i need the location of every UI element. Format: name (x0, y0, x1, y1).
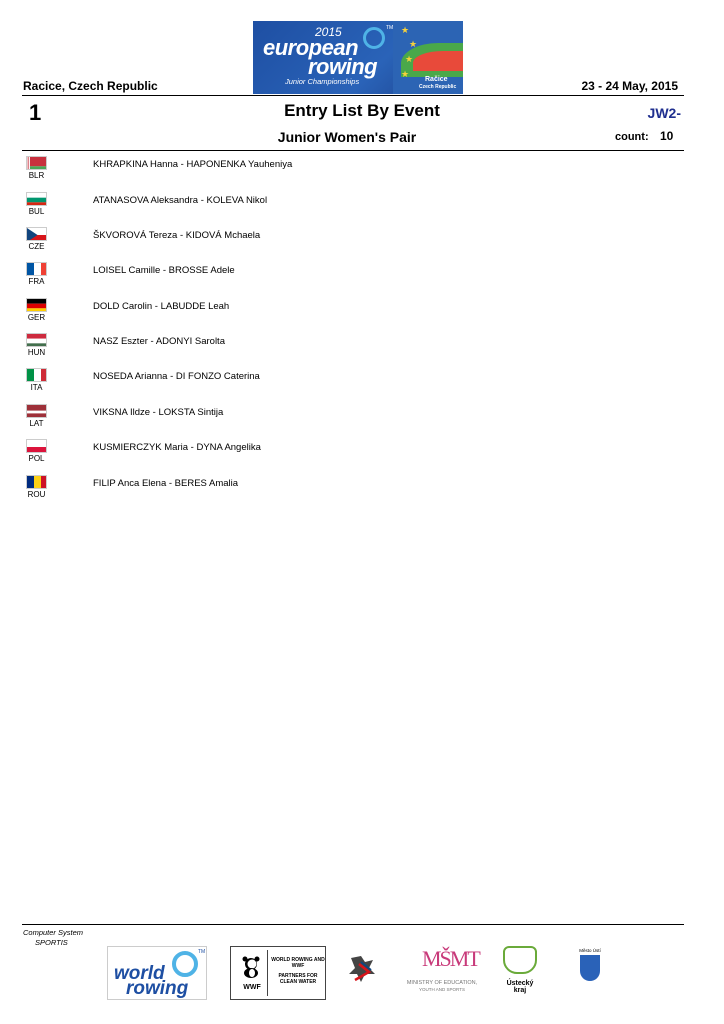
logo-tm: TM (386, 25, 394, 31)
msmt-mark: MŠMT (422, 946, 479, 971)
country-code: POL (28, 454, 45, 463)
flag-latvia-icon (26, 404, 47, 418)
world-rowing-logo (107, 946, 207, 1000)
country-code: LAT (29, 419, 44, 428)
venue: Racice, Czech Republic (23, 79, 158, 93)
crew-names: LOISEL Camille - BROSSE Adele (93, 265, 235, 276)
flag-germany-icon (26, 298, 47, 312)
flag-france-icon (26, 262, 47, 276)
entry-row (22, 227, 684, 261)
ustecky-kraj-logo (500, 946, 540, 994)
logo-country: Czech Republic (419, 84, 457, 90)
flag-poland-icon (26, 439, 47, 453)
entry-row (22, 156, 684, 190)
crew-names: NASZ Eszter - ADONYI Sarolta (93, 336, 225, 347)
world-rowing-ring-icon (172, 951, 198, 977)
flag-belarus-icon (26, 156, 47, 170)
event-dates: 23 - 24 May, 2015 (581, 79, 678, 93)
header-divider (22, 95, 684, 96)
logo-ring-icon (363, 27, 385, 49)
entry-row (22, 298, 684, 332)
logo-year: 2015 (315, 25, 342, 39)
country-code: CZE (28, 242, 45, 251)
crew-names: KHRAPKINA Hanna - HAPONENKA Yauheniya (93, 159, 293, 170)
crew-names: DOLD Carolin - LABUDDE Leah (93, 301, 230, 312)
logo-word-rowing: rowing (308, 54, 378, 79)
ustecky-kraj-emblem-icon (503, 946, 537, 974)
flag-italy-icon (26, 368, 47, 382)
event-code: JW2- (647, 105, 681, 121)
wwf-panda-box (234, 950, 268, 996)
world-rowing-word2: rowing (126, 978, 189, 999)
title-divider (22, 150, 684, 151)
entry-row (22, 475, 684, 509)
msmt-line2: YOUTH AND SPORTS (419, 987, 465, 992)
count-value: 10 (660, 129, 674, 143)
logo-star-icon: ★ (401, 69, 410, 79)
country-code: GER (27, 313, 46, 322)
flag-bulgaria-icon (26, 192, 47, 206)
country-code: BUL (28, 207, 45, 216)
entry-row (22, 439, 684, 473)
logo-hill-red (413, 51, 463, 71)
logo-star-icon: ★ (409, 39, 418, 49)
logo-place: Račice (425, 76, 448, 83)
country-code: ITA (30, 383, 43, 392)
world-rowing-word1: world (114, 963, 165, 984)
world-rowing-tm: TM (198, 949, 206, 955)
czech-sport-emblem-icon (345, 952, 380, 986)
ustecky-kraj-label: Ústecký kraj (506, 980, 534, 994)
logo-word-european: european (263, 35, 359, 60)
entry-row (22, 404, 684, 438)
entry-row (22, 368, 684, 402)
event-name: Junior Women's Pair (277, 129, 417, 145)
ministry-education-logo (400, 946, 484, 992)
crew-names: KUSMIERCZYK Maria - DYNA Angelika (93, 442, 261, 453)
flag-hungary-icon (26, 333, 47, 347)
championship-logo (253, 21, 463, 94)
crew-names: NOSEDA Arianna - DI FONZO Caterina (93, 371, 260, 382)
panda-icon (241, 956, 261, 978)
country-code: FRA (28, 277, 45, 286)
country-code: BLR (28, 171, 45, 180)
wwf-text-line1: WORLD ROWING AND WWF (271, 957, 325, 969)
crew-names: VIKSNA Ildze - LOKSTA Sintija (93, 407, 224, 418)
page-title: Entry List By Event (284, 101, 440, 120)
logo-subtitle: Junior Championships (285, 77, 360, 86)
flag-romania-icon (26, 475, 47, 489)
event-number: 1 (29, 100, 42, 125)
country-code: ROU (27, 490, 46, 499)
usti-city-logo (575, 948, 605, 984)
wwf-label: WWF (243, 984, 261, 991)
footer-system-label: Computer System (23, 928, 84, 937)
crew-names: FILIP Anca Elena - BERES Amalia (93, 478, 239, 489)
count-label: count: (615, 131, 649, 143)
entry-row (22, 333, 684, 367)
usti-city-label: Město Ústí (579, 948, 601, 953)
flag-czech-icon (26, 227, 47, 241)
entry-row (22, 262, 684, 296)
usti-shield-icon (580, 955, 600, 981)
wwf-text-line2: PARTNERS FOR CLEAN WATER (278, 973, 318, 985)
crew-names: ATANASOVA Aleksandra - KOLEVA Nikol (93, 195, 268, 206)
logo-star-icon: ★ (405, 54, 414, 64)
footer-system-name: SPORTIS (35, 938, 68, 947)
wwf-partner-logo (230, 946, 326, 1000)
entry-row (22, 192, 684, 226)
country-code: HUN (27, 348, 46, 357)
msmt-line1: MINISTRY OF EDUCATION, (406, 980, 478, 986)
crew-names: ŠKVOROVÁ Tereza - KIDOVÁ Mchaela (93, 230, 261, 241)
logo-star-icon: ★ (401, 25, 410, 35)
footer-divider (22, 924, 684, 925)
